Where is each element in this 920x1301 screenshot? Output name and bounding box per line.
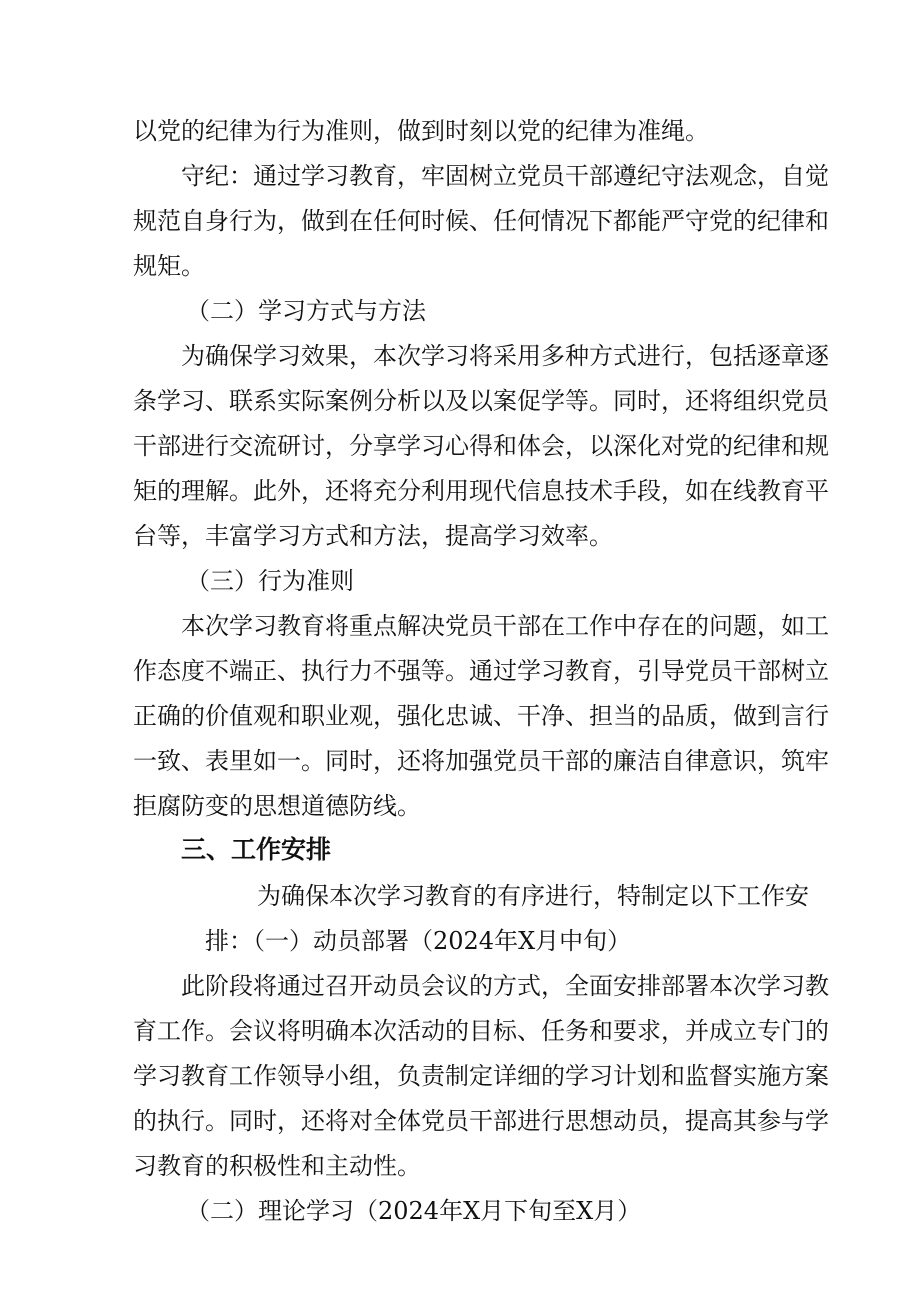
paragraph-line: 育工作。会议将明确本次活动的目标、任务和要求，并成立专门的	[133, 1017, 829, 1045]
paragraph-line: 规矩。	[133, 252, 205, 280]
paragraph-line: 台等，丰富学习方式和方法，提高学习效率。	[133, 522, 613, 550]
paragraph-line: 守纪：通过学习教育，牢固树立党员干部遵纪守法观念，自觉	[181, 162, 829, 190]
paragraph-line: 此阶段将通过召开动员会议的方式，全面安排部署本次学习教	[181, 972, 829, 1000]
paragraph-line: 为确保学习效果，本次学习将采用多种方式进行，包括逐章逐	[181, 342, 829, 370]
paragraph-line: 作态度不端正、执行力不强等。通过学习教育，引导党员干部树立	[133, 657, 829, 685]
paragraph-line: 以党的纪律为行为准则，做到时刻以党的纪律为准绳。	[133, 117, 709, 145]
section-subheading: （二）学习方式与方法	[186, 297, 426, 325]
paragraph-line: 本次学习教育将重点解决党员干部在工作中存在的问题，如工	[181, 612, 829, 640]
paragraph-line: 正确的价值观和职业观，强化忠诚、干净、担当的品质，做到言行	[133, 702, 829, 730]
paragraph-line: 的执行。同时，还将对全体党员干部进行思想动员，提高其参与学	[133, 1107, 829, 1135]
section-subheading: 排：（一）动员部署（2024年X月中旬）	[205, 927, 632, 955]
paragraph-line: 规范自身行为，做到在任何时候、任何情况下都能严守党的纪律和	[133, 207, 829, 235]
paragraph-line: 拒腐防变的思想道德防线。	[133, 792, 421, 820]
paragraph-line: 矩的理解。此外，还将充分利用现代信息技术手段，如在线教育平	[133, 477, 829, 505]
paragraph-line: 学习教育工作领导小组，负责制定详细的学习计划和监督实施方案	[133, 1062, 829, 1090]
paragraph-line: 为确保本次学习教育的有序进行，特制定以下工作安	[257, 882, 809, 910]
paragraph-line: 习教育的积极性和主动性。	[133, 1152, 421, 1180]
section-subheading: （二）理论学习（2024年X月下旬至X月）	[186, 1197, 642, 1225]
paragraph-line: 条学习、联系实际案例分析以及以案促学等。同时，还将组织党员	[133, 387, 829, 415]
section-heading: 三、工作安排	[181, 835, 332, 864]
paragraph-line: 一致、表里如一。同时，还将加强党员干部的廉洁自律意识，筑牢	[133, 747, 829, 775]
section-subheading: （三）行为准则	[186, 567, 354, 595]
paragraph-line: 干部进行交流研讨，分享学习心得和体会，以深化对党的纪律和规	[133, 432, 829, 460]
